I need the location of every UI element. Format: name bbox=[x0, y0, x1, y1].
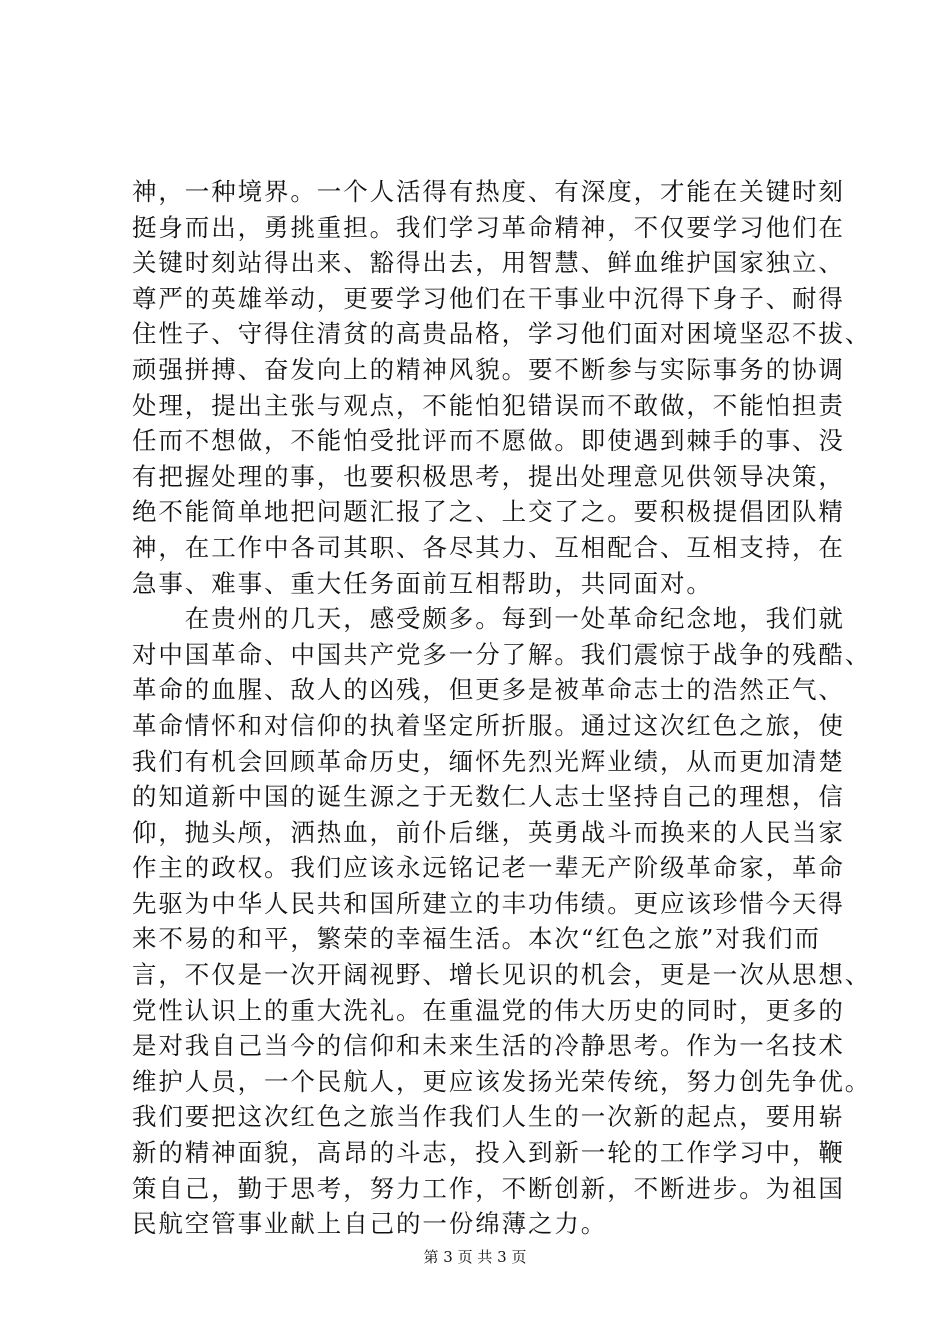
text-line: 处理，提出主张与观点，不能怕犯错误而不敢做，不能怕担责 bbox=[132, 390, 845, 420]
text-line: 对中国革命、中国共产党多一分了解。我们震惊于战争的残酷、 bbox=[132, 639, 872, 669]
text-line: 来不易的和平，繁荣的幸福生活。本次“红色之旅”对我们而 bbox=[132, 924, 821, 954]
text-line: 先驱为中华人民共和国所建立的丰功伟绩。更应该珍惜今天得 bbox=[132, 888, 845, 918]
text-line: 策自己，勤于思考，努力工作，不断创新，不断进步。为祖国 bbox=[132, 1173, 845, 1203]
text-line: 住性子、守得住清贫的高贵品格，学习他们面对困境坚忍不拔、 bbox=[132, 319, 872, 349]
text-line: 维护人员，一个民航人，更应该发扬光荣传统，努力创先争优。 bbox=[132, 1066, 872, 1096]
text-line: 神，一种境界。一个人活得有热度、有深度，才能在关键时刻 bbox=[132, 177, 845, 206]
text-line: 神，在工作中各司其职、各尽其力、互相配合、互相支持，在 bbox=[132, 532, 845, 562]
text-line: 革命的血腥、敌人的凶残，但更多是被革命志士的浩然正气、 bbox=[132, 675, 845, 705]
text-line: 有把握处理的事，也要积极思考，提出处理意见供领导决策， bbox=[132, 461, 845, 491]
text-line: 绝不能简单地把问题汇报了之、上交了之。要积极提倡团队精 bbox=[132, 497, 845, 527]
text-line: 民航空管事业献上自己的一份绵薄之力。 bbox=[132, 1209, 608, 1239]
text-line: 是对我自己当今的信仰和未来生活的冷静思考。作为一名技术 bbox=[132, 1031, 845, 1061]
text-line: 任而不想做，不能怕受批评而不愿做。即使遇到棘手的事、没 bbox=[132, 426, 845, 456]
text-line: 在贵州的几天，感受颇多。每到一处革命纪念地，我们就 bbox=[132, 604, 845, 634]
text-line: 言，不仅是一次开阔视野、增长见识的机会，更是一次从思想、 bbox=[132, 960, 872, 990]
text-line: 挺身而出，勇挑重担。我们学习革命精神，不仅要学习他们在 bbox=[132, 212, 845, 242]
text-line: 尊严的英雄举动，更要学习他们在干事业中沉得下身子、耐得 bbox=[132, 283, 845, 313]
text-line: 党性认识上的重大洗礼。在重温党的伟大历史的同时，更多的 bbox=[132, 995, 845, 1025]
text-line: 革命情怀和对信仰的执着坚定所折服。通过这次红色之旅，使 bbox=[132, 710, 845, 740]
text-line: 的知道新中国的诞生源之于无数仁人志士坚持自己的理想，信 bbox=[132, 782, 845, 812]
text-line: 我们要把这次红色之旅当作我们人生的一次新的起点，要用崭 bbox=[132, 1102, 845, 1132]
text-line: 顽强拼搏、奋发向上的精神风貌。要不断参与实际事务的协调 bbox=[132, 354, 845, 384]
text-line: 急事、难事、重大任务面前互相帮助，共同面对。 bbox=[132, 568, 713, 598]
text-line: 仰，抛头颅，洒热血，前仆后继，英勇战斗而换来的人民当家 bbox=[132, 817, 845, 847]
page-footer: 第 3 页 共 3 页 bbox=[423, 1248, 527, 1266]
text-line: 我们有机会回顾革命历史，缅怀先烈光辉业绩，从而更加清楚 bbox=[132, 746, 845, 776]
text-line: 新的精神面貌，高昂的斗志，投入到新一轮的工作学习中，鞭 bbox=[132, 1138, 845, 1168]
text-line: 作主的政权。我们应该永远铭记老一辈无产阶级革命家，革命 bbox=[132, 853, 845, 883]
body-text bbox=[132, 174, 872, 1242]
text-line: 关键时刻站得出来、豁得出去，用智慧、鲜血维护国家独立、 bbox=[132, 248, 845, 278]
